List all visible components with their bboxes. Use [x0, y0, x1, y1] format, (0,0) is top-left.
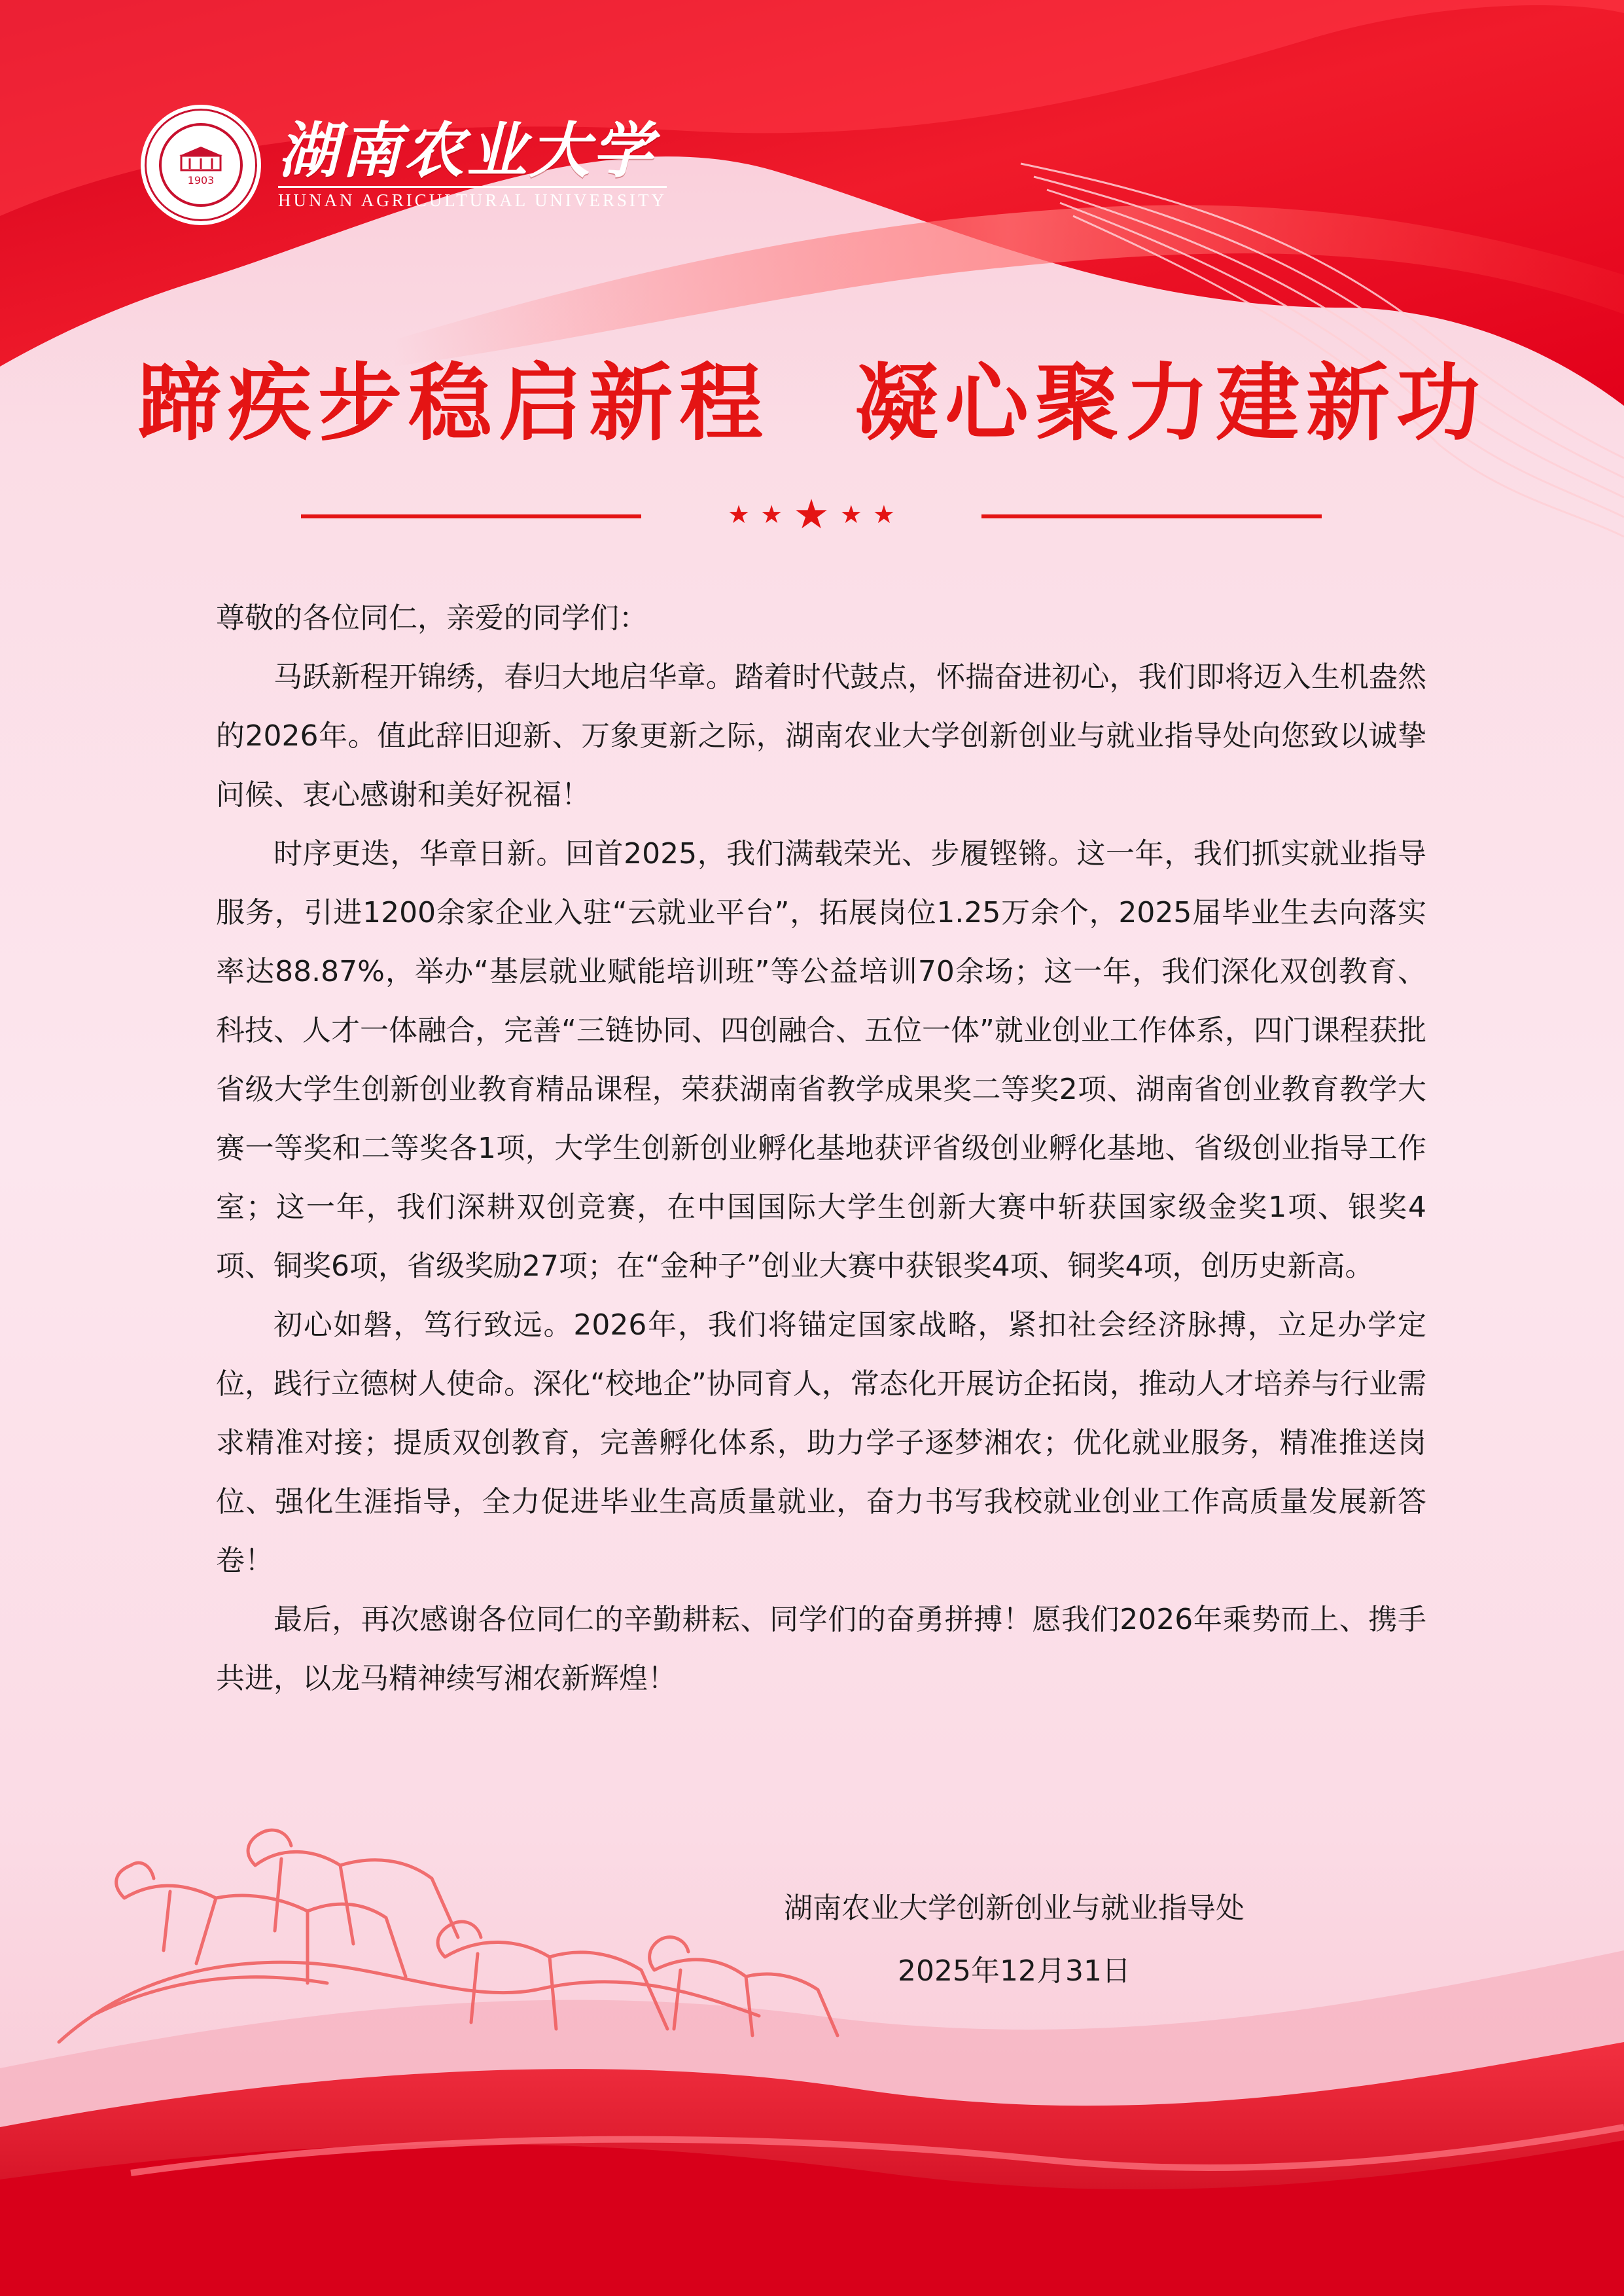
star-icon: ★ — [728, 500, 750, 529]
signature-organization: 湖南农业大学创新创业与就业指导处 — [784, 1892, 1244, 1925]
headline-part1: 蹄疾步稳启新程 — [137, 355, 769, 452]
letter-paragraph: 马跃新程开锦绣，春归大地启华章。踏着时代鼓点，怀揣奋进初心，我们即将迈入生机盎然的2026年。值此辞旧迎新、万象更新之际，湖南农业大学创新创业与就业指导处向您致以诚挚问候、衷心感谢和美好祝福！ — [216, 660, 1426, 812]
letter-greeting: 尊敬的各位同仁，亲爱的同学们： — [216, 601, 648, 635]
university-emblem-icon — [141, 105, 261, 225]
building-icon — [178, 144, 224, 173]
university-logo — [141, 105, 667, 225]
divider-line-left — [301, 514, 641, 518]
divider-line-right — [981, 514, 1322, 518]
star-icon: ★ — [760, 500, 783, 529]
headline-part2: 凝心聚力建新功 — [855, 355, 1487, 452]
university-name-cn: 湖南农业大学 — [278, 115, 656, 186]
star-icon: ★ — [839, 500, 862, 529]
emblem-year: 1903 — [187, 173, 215, 187]
headline — [0, 353, 1624, 454]
divider-stars — [707, 490, 916, 538]
letter-body — [216, 589, 1426, 1708]
star-icon: ★ — [793, 490, 830, 538]
letter-paragraph: 时序更迭，华章日新。回首2025，我们满载荣光、步履铿锵。这一年，我们抓实就业指导服务，引进1200余家企业入驻“云就业平台”，拓展岗位1.25万余个，2025届毕业生去向落实率达88.87%，举办“基层就业赋能培训班”等公益培训70余场；这一年，我们深化双创教育、科技、人才一体融合，完善“三链协同、四创融合、五位一体”就业创业工作体系，四门课程获批省级大学生创新创业教育精品课程，荣获湖南省教学成果奖二等奖2项、湖南省创业教育教学大赛一等奖和二等奖各1项，大学生创新创业孵化基地获评省级创业孵化基地、省级创业指导工作室；这一年，我们深耕双创竞赛，在中国国际大学生创新大赛中斩获国家级金奖1项、银奖4项、铜奖6项，省级奖励27项；在“金种子”创业大赛中获银奖4项、铜奖4项，创历史新高。 — [216, 837, 1426, 1283]
university-name-en: HUNAN AGRICULTURAL UNIVERSITY — [278, 186, 667, 211]
signature — [720, 1877, 1309, 2003]
star-icon: ★ — [872, 500, 895, 529]
logo-title — [278, 115, 667, 211]
signature-date: 2025年12月31日 — [898, 1954, 1131, 1988]
letter-paragraph: 初心如磐，笃行致远。2026年，我们将锚定国家战略，紧扣社会经济脉搏，立足办学定位，践行立德树人使命。深化“校地企”协同育人，常态化开展访企拓岗，推动人才培养与行业需求精准对接；提质双创教育，完善孵化体系，助力学子逐梦湘农；优化就业服务，精准推送岗位、强化生涯指导，全力促进毕业生高质量就业，奋力书写我校就业创业工作高质量发展新答卷！ — [216, 1308, 1426, 1577]
emblem-inner — [159, 123, 243, 207]
letter-paragraph: 最后，再次感谢各位同仁的辛勤耕耘、同学们的奋勇拼搏！愿我们2026年乘势而上、携手共进，以龙马精神续写湘农新辉煌！ — [216, 1603, 1426, 1695]
